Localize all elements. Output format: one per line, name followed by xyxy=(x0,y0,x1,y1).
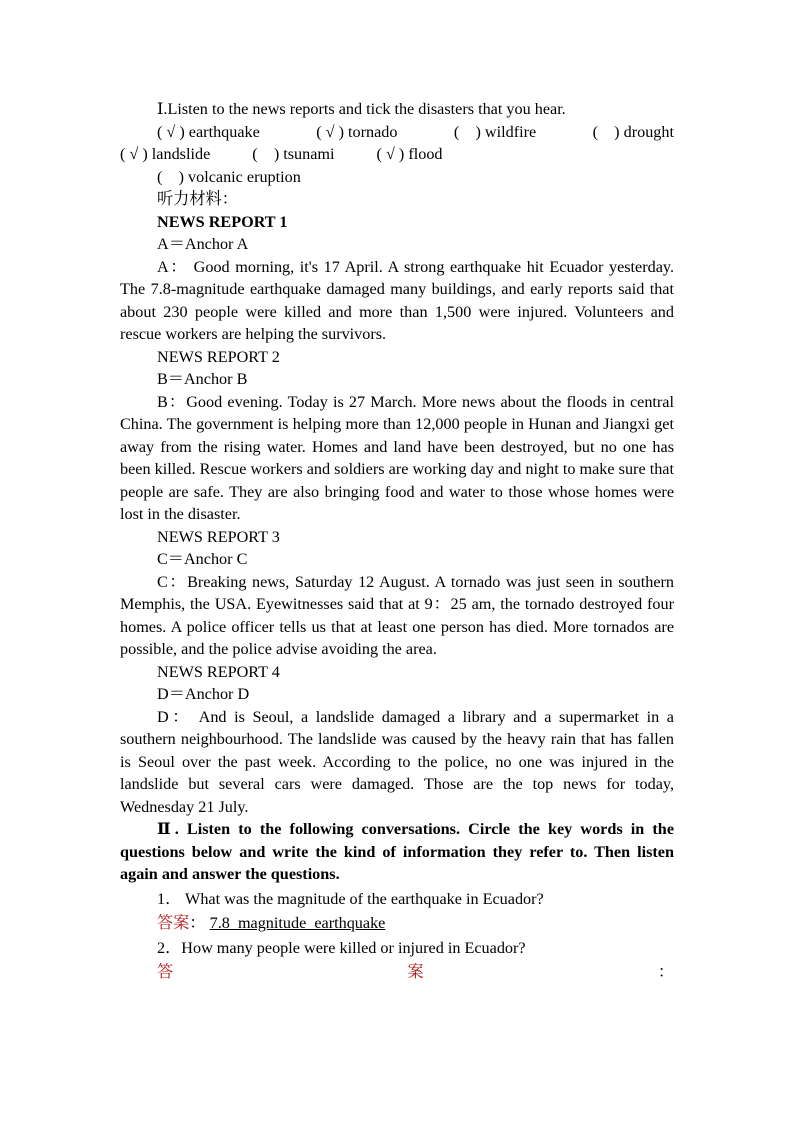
answer-label-char-2: 案 xyxy=(407,963,424,981)
section2-heading: Ⅱ. Listen to the following conversations. Circle the key words in the questions below and write the kind of information they refer to. Then listen again and answer the questions. xyxy=(120,820,674,883)
report-1-text: A： Good morning, it's 17 April. A strong earthquake hit Ecuador yesterday. The 7.8-magnitude earthquake damaged many buildings, and early reports said that about 230 people were killed and more than 1,500 were injured. Volunteers and rescue workers are helping the survivors. xyxy=(120,257,674,343)
question-1: 1． What was the magnitude of the earthquake in Ecuador? xyxy=(157,889,544,908)
report-2-title: NEWS REPORT 2 xyxy=(157,347,280,366)
option-landslide: ( √ ) landslide xyxy=(120,145,211,163)
option-drought: ( ) drought xyxy=(592,122,674,141)
report-3-anchor: C＝Anchor C xyxy=(157,550,248,568)
report-4-text: D： And is Seoul, a landslide damaged a library and a supermarket in a southern neighbourhood. The landslide was caused by the heavy rain that has fallen is Seoul over the past week. According to the police, no one was injured in the landslide but several cars were damaged. Those are the top news for today, Wednesday 21 July. xyxy=(120,707,674,816)
report-4-title: NEWS REPORT 4 xyxy=(157,662,280,681)
options-row-2 xyxy=(120,143,674,166)
answer-label-char-1: 答 xyxy=(157,963,174,981)
material-label: 听力材料： xyxy=(157,190,238,208)
report-3-title: NEWS REPORT 3 xyxy=(157,527,280,546)
report-4-anchor: D＝Anchor D xyxy=(157,685,250,703)
options-row-1 xyxy=(120,121,674,144)
question-2: 2．How many people were killed or injured in Ecuador? xyxy=(157,938,526,957)
answer-1-line xyxy=(120,912,674,935)
option-wildfire: ( ) wildfire xyxy=(453,122,537,141)
document-page xyxy=(120,98,674,984)
option-flood: ( √ ) flood xyxy=(376,145,443,163)
option-tsunami: ( ) tsunami xyxy=(252,145,335,163)
report-3-text: C：Breaking news, Saturday 12 August. A tornado was just seen in southern Memphis, the USA. Eyewitnesses said that at 9：25 am, the tornado destroyed four homes. A police officer tells us that at least one person has died. More tornados are possible, and the police advise avoiding the area. xyxy=(120,572,674,658)
answer-colon: ： xyxy=(189,914,206,932)
answer-label: 答案 xyxy=(157,914,190,932)
answer-2-line xyxy=(120,961,674,984)
option-earthquake: ( √ ) earthquake xyxy=(157,122,260,141)
option-volcanic-eruption: ( ) volcanic eruption xyxy=(157,167,301,186)
report-1-anchor: A＝Anchor A xyxy=(157,235,249,253)
report-2-anchor: B＝Anchor B xyxy=(157,370,248,388)
section1-heading: Ⅰ.Listen to the news reports and tick the disasters that you hear. xyxy=(157,100,566,118)
answer-label-colon: ： xyxy=(657,963,674,981)
answer-1-value: 7.8_magnitude_earthquake xyxy=(209,914,386,932)
report-1-title: NEWS REPORT 1 xyxy=(157,212,288,231)
report-2-text: B：Good evening. Today is 27 March. More news about the floods in central China. The government is helping more than 12,000 people in Hunan and Jiangxi get away from the rising water. Homes and land have been destroyed, but no one has been killed. Rescue workers and soldiers are working day and night to make sure that people are safe. They are also bringing food and water to those whose homes were lost in the disaster. xyxy=(120,392,674,523)
option-tornado: ( √ ) tornado xyxy=(316,122,398,141)
